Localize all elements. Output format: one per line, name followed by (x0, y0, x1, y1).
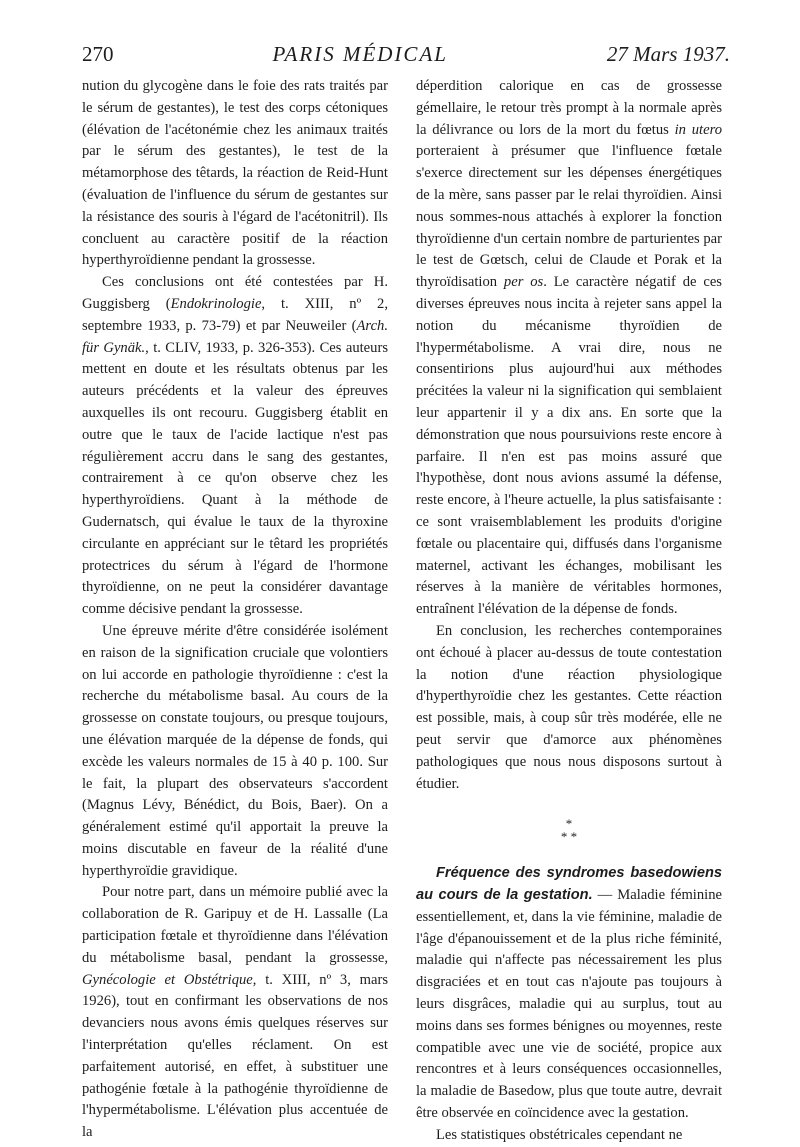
page-number: 270 (82, 42, 114, 66)
left-column (82, 76, 388, 1144)
section-separator-asterism (416, 817, 722, 843)
running-header (82, 42, 730, 70)
asterism-bottom: * * (560, 829, 578, 845)
asterism-top: * (565, 816, 573, 832)
paragraph: Une épreuve mérite d'être considérée isolément en raison de la signification cruciale que volontiers on lui accorde en pathologie thyroïdienne : c'est la recherche du métabolisme basal. Au cours de la grossesse on constate toujours, ou presque toujours, une élévation marquée de la dépense de fonds, qui excède les valeurs normales de 15 à 40 p. 100. Sur le fait, la plupart des observateurs s'accordent (Magnus Lévy, Bénédict, du Bois, Baer). On a généralement estimé qu'il apportait la preuve la moins discutable en faveur de la réalité d'une hyperthyroïdie gravidique. (82, 622, 388, 879)
paragraph: Ces conclusions ont été contestées par H. Guggisberg (Endokrinologie, t. XIII, nº 2, septembre 1933, p. 73-79) et par Neuweiler (Arch. für Gynäk., t. CLIV, 1933, p. 326-353). Ces auteurs mettent en doute et les résultats obtenus par les auteurs précédents et la valeur des épreuves auxquelles ils ont recouru. Guggisberg établit en outre que le taux de l'acide lactique n'est pas régulièrement accru dans le sang des gestantes, contrairement à ce qu'on observe chez les hyperthyroïdiens. Quant à la méthode de Gudernatsch, qui évalue le taux de la thyroxine circulante en appréciant sur le têtard les propriétés protectrices du sérum à l'égard de l'hormone thyroïdienne, on ne peut la considérer davantage comme décisive pendant la grossesse. (82, 274, 389, 618)
paragraph: En conclusion, les recherches contemporaines ont échoué à placer au-dessus de toute contestation la notion d'une réaction physiologique d'hyperthyroïdie chez les gestantes. Cette réaction est possible, mais, à coup sûr très modérée, elle ne peut servir que d'amorce aux phénomènes pathologiques que nous nous disposons surtout à étudier. (416, 622, 722, 792)
paragraph: nution du glycogène dans le foie des rats traités par le sérum de gestantes), le test des corps cétoniques (élévation de l'acétonémie chez les animaux traités par le sérum des gestantes), le test de la métamorphose des têtards, la réaction de Reid-Hunt (évaluation de l'influence du sérum de gestantes sur la résistance des souris à l'égard de l'acétonitril). Ils concluent au caractère positif de la réaction hyperthyroïdienne pendant la grossesse. (82, 78, 388, 269)
paragraph: Les statistiques obstétricales cependant ne (436, 1126, 683, 1143)
right-column (416, 76, 722, 1147)
paragraph: Fréquence des syndromes basedowiens au cours de la gestation. — Maladie féminine essentiellement, et, dans la vie féminine, maladie de l'âge d'épanouissement et de la plus riche féminité, maladie qui n'affecte pas nécessairement les plus disgraciées et en tout cas n'ajoute pas toujours à leurs disgrâces, maladie qui au surplus, tout au moins dans ses formes bénignes ou moyennes, reste compatible avec une vie de société, propice aux rencontres et à leurs conséquences occasionnelles, la maladie de Basedow, plus que toute autre, devrait être observée en coïncidence avec la gestation. (416, 865, 722, 1122)
section-title: Fréquence des syndromes basedowiens au cours de la gestation. (416, 865, 722, 904)
paragraph: déperdition calorique en cas de grossesse gémellaire, le retour très prompt à la normale après la délivrance ou lors de la mort du fœtus in utero porteraient à présumer que l'influence fœtale s'exerce directement sur les dépenses énergétiques de la mère, sans passer par le relai thyroïdien. Ainsi nous sommes-nous attachés à explorer la fonction thyroïdienne d'un certain nombre de parturientes par le test de Gœtsch, celui de Claude et Porak et la thyroïdisation per os. Le caractère négatif de ces diverses épreuves nous incita à rejeter sans appel la notion du mécanisme thyroïdien de l'hypermétabolisme. A vrai dire, nous ne consentirions plus aujourd'hui aux méthodes précitées la valeur ni la signification qui semblaient leur appartenir il y a dix ans. En sorte que la démonstration que nous poursuivions reste encore à parfaire. Il n'en est pas moins assuré que l'hypothèse, dont nous avions assumé la défense, reste encore, à l'heure actuelle, la plus satisfaisante : ce sont vraisemblablement les produits d'origine fœtale ou placentaire qui, diffusés dans l'organisme maternel, activant les échanges, mobilisant les réserves à la manière de véritables hormones, entraînent l'élévation de la dépense de fonds. (416, 78, 723, 618)
issue-date: 27 Mars 1937. (606, 42, 730, 66)
journal-title: PARIS MÉDICAL (272, 42, 448, 66)
paragraph: Pour notre part, dans un mémoire publié avec la collaboration de R. Garipuy et de H. Lassalle (La participation fœtale et thyroïdienne dans l'élévation du métabolisme basal, pendant la grossesse, Gynécologie et Obstétrique, t. XIII, nº 3, mars 1926), tout en confirmant les observations de nos devanciers nous avons émis quelques réserves sur l'interprétation qu'elles réclament. On est parfaitement autorisé, en effet, à substituer une pathogénie fœtale à la pathogénie thyroïdienne de l'hypermétabolisme. L'élévation plus accentuée de la (82, 884, 389, 1141)
